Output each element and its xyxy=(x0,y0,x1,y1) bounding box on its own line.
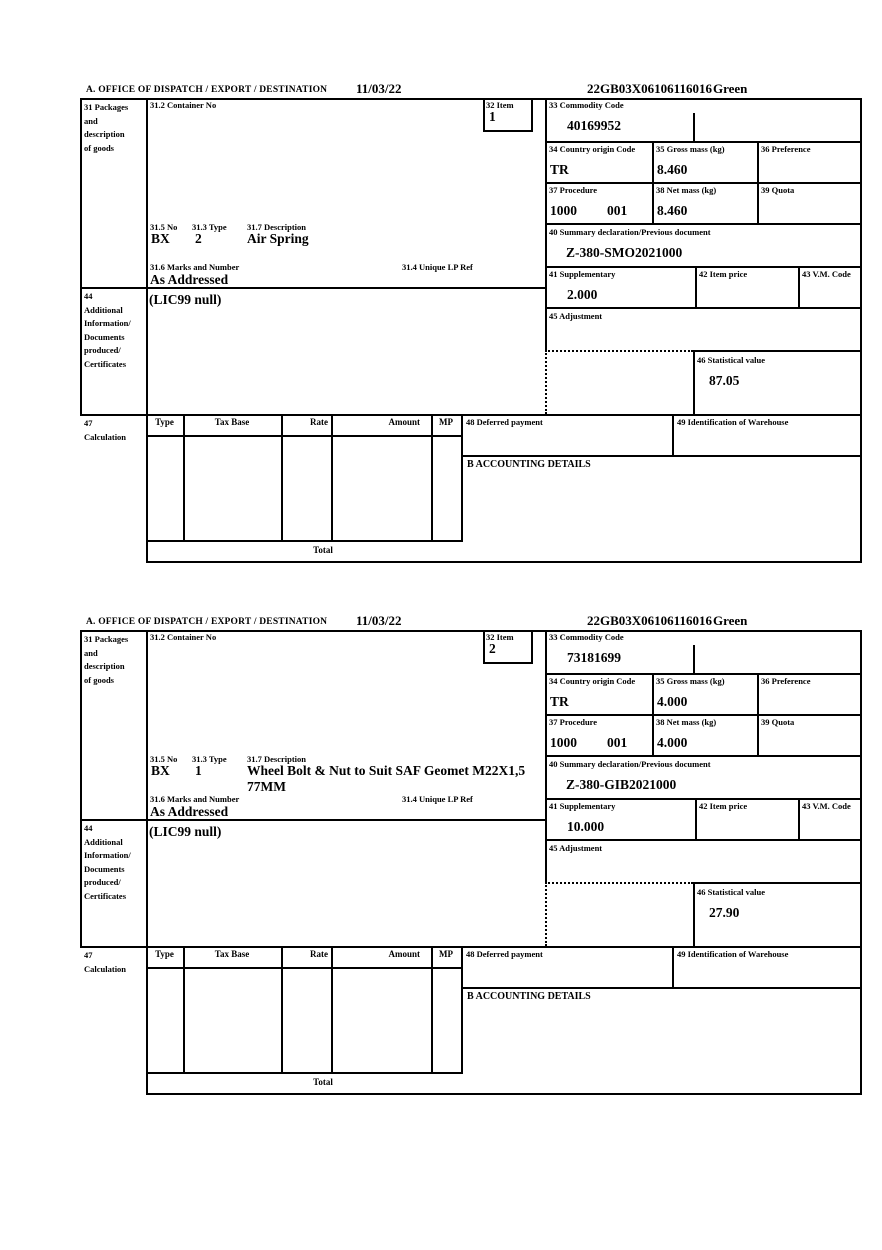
box40-label: 40 Summary declaration/Previous document xyxy=(549,759,711,769)
declaration-item-block xyxy=(80,613,864,1112)
office-of-dispatch-label: A. OFFICE OF DISPATCH / EXPORT / DESTINATION xyxy=(86,85,328,95)
box43-label: 43 V.M. Code xyxy=(802,269,851,279)
box31-label xyxy=(84,101,128,155)
box44-label-line: 44 xyxy=(84,823,93,833)
grid-line xyxy=(672,946,674,987)
supplementary-value: 2.000 xyxy=(567,287,598,302)
box42-label: 42 Item price xyxy=(699,801,748,811)
box34-label: 34 Country origin Code xyxy=(549,676,636,686)
box32-label: 32 Item xyxy=(486,632,514,642)
calc-header-amount: Amount xyxy=(388,949,420,959)
calc-header-amount: Amount xyxy=(388,417,420,427)
box44-label-line: produced/ xyxy=(84,877,121,887)
procedure-value: 1000 xyxy=(550,203,577,218)
grid-line xyxy=(757,673,759,714)
box44-label-line: Certificates xyxy=(84,890,127,901)
net-mass-value: 4.000 xyxy=(657,735,688,750)
grid-line xyxy=(545,141,862,143)
grid-line xyxy=(80,946,862,948)
box47-label-line: Calculation xyxy=(84,431,127,442)
box31-3-label: 31.3 Type xyxy=(192,754,227,764)
box31-7-label: 31.7 Description xyxy=(247,222,307,232)
grid-line xyxy=(483,662,533,664)
grid-line xyxy=(545,223,862,225)
grid-line xyxy=(146,967,463,969)
statistical-value: 27.90 xyxy=(709,905,740,920)
commodity-code-value: 73181699 xyxy=(567,650,621,665)
box44-label-line: Additional xyxy=(84,304,123,315)
total-label: Total xyxy=(313,545,333,555)
grid-line xyxy=(693,882,862,884)
box44-label-line: 44 xyxy=(84,291,93,301)
box46-label: 46 Statistical value xyxy=(697,887,765,897)
box44-label-line: Information/ xyxy=(84,850,131,860)
gross-mass-value: 4.000 xyxy=(657,694,688,709)
box44-label-line: Additional xyxy=(84,836,123,847)
grid-line xyxy=(281,414,283,540)
box44-label-line: Documents xyxy=(84,331,125,342)
box31-label-line: 31 Packages xyxy=(84,634,129,644)
box31-label-line: description xyxy=(84,661,125,671)
total-label: Total xyxy=(313,1077,333,1087)
accounting-details-label: B ACCOUNTING DETAILS xyxy=(467,459,591,470)
box31-3-label: 31.3 Type xyxy=(192,222,227,232)
grid-line xyxy=(545,839,862,841)
grid-line xyxy=(146,540,463,542)
grid-line xyxy=(80,287,547,289)
grid-line xyxy=(693,350,695,414)
box33-label: 33 Commodity Code xyxy=(549,632,624,642)
box31-6-label: 31.6 Marks and Number xyxy=(150,794,240,804)
box31-label-line: and xyxy=(84,647,98,658)
grid-line xyxy=(798,798,800,839)
box41-label: 41 Supplementary xyxy=(549,269,616,279)
box35-label: 35 Gross mass (kg) xyxy=(656,144,725,154)
box47-label xyxy=(84,417,126,444)
grid-line xyxy=(860,98,862,563)
grid-line xyxy=(672,414,674,455)
grid-line xyxy=(545,98,547,350)
packages-no-value: BX xyxy=(151,231,170,246)
grid-line xyxy=(146,1072,463,1074)
grid-line xyxy=(80,630,82,946)
calc-header-rate: Rate xyxy=(310,417,328,427)
box48-label: 48 Deferred payment xyxy=(466,417,543,427)
grid-line xyxy=(431,414,433,540)
box35-label: 35 Gross mass (kg) xyxy=(656,676,725,686)
office-of-dispatch-label: A. OFFICE OF DISPATCH / EXPORT / DESTINATION xyxy=(86,617,328,627)
box44-label-line: produced/ xyxy=(84,345,121,355)
packages-type-value: 2 xyxy=(195,231,202,246)
box31-2-label: 31.2 Container No xyxy=(150,632,217,642)
box44-label xyxy=(84,822,131,903)
reference-value: 22GB03X06106116016 xyxy=(587,81,712,96)
grid-line xyxy=(146,561,862,563)
box38-label: 38 Net mass (kg) xyxy=(656,185,717,195)
country-origin-value: TR xyxy=(550,694,569,709)
box39-label: 39 Quota xyxy=(761,717,795,727)
box31-4-label: 31.4 Unique LP Ref xyxy=(402,794,473,804)
box41-label: 41 Supplementary xyxy=(549,801,616,811)
box37-label: 37 Procedure xyxy=(549,717,598,727)
previous-document-value: Z-380-SMO2021000 xyxy=(566,245,683,260)
item-number-value: 2 xyxy=(489,641,496,656)
net-mass-value: 8.460 xyxy=(657,203,688,218)
date-value: 11/03/22 xyxy=(356,613,402,628)
box47-label-line: 47 xyxy=(84,418,93,428)
box31-6-label: 31.6 Marks and Number xyxy=(150,262,240,272)
routing-value: Green xyxy=(713,81,748,96)
box47-label-line: 47 xyxy=(84,950,93,960)
box31-4-label: 31.4 Unique LP Ref xyxy=(402,262,473,272)
grid-line xyxy=(545,307,862,309)
box34-label: 34 Country origin Code xyxy=(549,144,636,154)
commodity-code-value: 40169952 xyxy=(567,118,621,133)
grid-line xyxy=(693,350,862,352)
box31-2-label: 31.2 Container No xyxy=(150,100,217,110)
accounting-details-label: B ACCOUNTING DETAILS xyxy=(467,991,591,1002)
grid-line xyxy=(483,98,485,130)
box49-label: 49 Identification of Warehouse xyxy=(677,417,789,427)
declaration-item-block xyxy=(80,81,864,580)
box46-label: 46 Statistical value xyxy=(697,355,765,365)
box42-label: 42 Item price xyxy=(699,269,748,279)
grid-line xyxy=(531,630,533,662)
grid-line xyxy=(545,182,862,184)
grid-line xyxy=(652,141,654,182)
box31-5-label: 31.5 No xyxy=(150,754,178,764)
box31-5-label: 31.5 No xyxy=(150,222,178,232)
grid-line xyxy=(545,798,862,800)
grid-line xyxy=(483,630,485,662)
marks-value: As Addressed xyxy=(150,272,229,287)
box31-label xyxy=(84,633,128,687)
box31-label-line: of goods xyxy=(84,142,114,153)
grid-line xyxy=(461,946,463,1072)
reference-value: 22GB03X06106116016 xyxy=(587,613,712,628)
grid-line xyxy=(331,414,333,540)
statistical-value: 87.05 xyxy=(709,373,740,388)
goods-description-value: Air Spring xyxy=(247,231,309,246)
box48-label: 48 Deferred payment xyxy=(466,949,543,959)
box45-label: 45 Adjustment xyxy=(549,311,603,321)
box47-label xyxy=(84,949,126,976)
packages-no-value: BX xyxy=(151,763,170,778)
supplementary-value: 10.000 xyxy=(567,819,605,834)
box44-label-line: Certificates xyxy=(84,358,127,369)
box43-label: 43 V.M. Code xyxy=(802,801,851,811)
grid-line xyxy=(757,714,759,755)
grid-line xyxy=(281,946,283,1072)
dotted-line xyxy=(545,350,547,414)
grid-line xyxy=(80,414,862,416)
gross-mass-value: 8.460 xyxy=(657,162,688,177)
grid-line xyxy=(652,673,654,714)
calc-header-mp: MP xyxy=(439,417,453,427)
goods-description-value: Wheel Bolt & Nut to Suit SAF Geomet M22X1,5 77MM xyxy=(247,763,526,794)
box31-label-line: 31 Packages xyxy=(84,102,129,112)
box39-label: 39 Quota xyxy=(761,185,795,195)
grid-line xyxy=(146,98,148,563)
grid-line xyxy=(461,987,862,989)
dotted-line xyxy=(545,350,693,352)
grid-line xyxy=(652,182,654,223)
box47-label-line: Calculation xyxy=(84,963,127,974)
box33-label: 33 Commodity Code xyxy=(549,100,624,110)
grid-line xyxy=(80,98,82,414)
calc-header-type: Type xyxy=(155,949,174,959)
grid-line xyxy=(146,1093,862,1095)
item-number-value: 1 xyxy=(489,109,496,124)
grid-line xyxy=(545,630,547,882)
box31-label-line: description xyxy=(84,129,125,139)
grid-line xyxy=(757,141,759,182)
calc-header-taxbase: Tax Base xyxy=(214,949,250,959)
grid-line xyxy=(695,798,697,839)
box44-label xyxy=(84,290,131,371)
additional-information-value: (LIC99 null) xyxy=(149,824,222,839)
previous-document-value: Z-380-GIB2021000 xyxy=(566,777,677,792)
box31-label-line: of goods xyxy=(84,674,114,685)
grid-line xyxy=(80,819,547,821)
grid-line xyxy=(798,266,800,307)
grid-line xyxy=(183,414,185,540)
calc-header-taxbase: Tax Base xyxy=(214,417,250,427)
grid-line xyxy=(431,946,433,1072)
grid-line xyxy=(860,630,862,1095)
procedure-value: 1000 xyxy=(550,735,577,750)
calc-header-rate: Rate xyxy=(310,949,328,959)
grid-line xyxy=(545,714,862,716)
packages-type-value: 1 xyxy=(195,763,202,778)
box40-label: 40 Summary declaration/Previous document xyxy=(549,227,711,237)
box49-label: 49 Identification of Warehouse xyxy=(677,949,789,959)
calc-header-mp: MP xyxy=(439,949,453,959)
box31-label-line: and xyxy=(84,115,98,126)
grid-line xyxy=(693,882,695,946)
grid-line xyxy=(483,130,533,132)
box31-7-label: 31.7 Description xyxy=(247,754,307,764)
grid-line xyxy=(461,414,463,540)
grid-line xyxy=(695,266,697,307)
procedure-2-value: 001 xyxy=(607,735,628,750)
grid-line xyxy=(693,113,695,141)
box44-label-line: Information/ xyxy=(84,318,131,328)
dotted-line xyxy=(545,882,693,884)
date-value: 11/03/22 xyxy=(356,81,402,96)
box38-label: 38 Net mass (kg) xyxy=(656,717,717,727)
box32-label: 32 Item xyxy=(486,100,514,110)
grid-line xyxy=(545,266,862,268)
marks-value: As Addressed xyxy=(150,804,229,819)
routing-value: Green xyxy=(713,613,748,628)
grid-line xyxy=(146,435,463,437)
calc-header-type: Type xyxy=(155,417,174,427)
box45-label: 45 Adjustment xyxy=(549,843,603,853)
grid-line xyxy=(545,755,862,757)
country-origin-value: TR xyxy=(550,162,569,177)
dotted-line xyxy=(545,882,547,946)
grid-line xyxy=(183,946,185,1072)
grid-line xyxy=(693,645,695,673)
box36-label: 36 Preference xyxy=(761,144,811,154)
grid-line xyxy=(531,98,533,130)
grid-line xyxy=(652,714,654,755)
grid-line xyxy=(757,182,759,223)
box37-label: 37 Procedure xyxy=(549,185,598,195)
box36-label: 36 Preference xyxy=(761,676,811,686)
box44-label-line: Documents xyxy=(84,863,125,874)
grid-line xyxy=(461,455,862,457)
procedure-2-value: 001 xyxy=(607,203,628,218)
grid-line xyxy=(146,630,148,1095)
grid-line xyxy=(545,673,862,675)
grid-line xyxy=(331,946,333,1072)
additional-information-value: (LIC99 null) xyxy=(149,292,222,307)
